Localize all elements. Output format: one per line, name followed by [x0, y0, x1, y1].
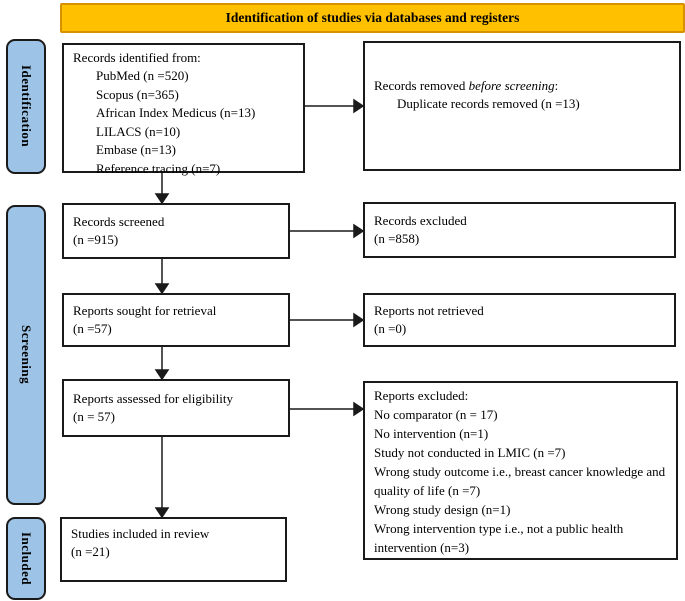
records-excluded-title: Records excluded — [374, 212, 467, 228]
records-removed-title-italic: before screening — [468, 78, 555, 93]
exclusion-not-lmic: Study not conducted in LMIC (n =7) — [374, 444, 566, 460]
arrow-screened-to-sought — [156, 259, 168, 293]
arrow-identified-to-removed — [305, 100, 363, 112]
records-removed-title-prefix: Records removed — [374, 78, 469, 93]
box-records-excluded — [363, 202, 676, 258]
stage-identification-text: Identification — [19, 65, 34, 148]
banner-identification-via-databases — [60, 3, 685, 33]
records-screened-count: (n =915) — [73, 232, 119, 247]
reports-not-retrieved-title: Reports not retrieved — [374, 302, 484, 318]
exclusion-wrong-intervention-type: Wrong intervention type i.e., not a public health intervention (n=3) — [374, 520, 624, 555]
exclusion-wrong-outcome: Wrong study outcome i.e., breast cancer knowledge and quality of life (n =7) — [374, 463, 666, 498]
reports-assessed-title: Reports assessed for eligibility — [73, 390, 233, 406]
duplicates-removed: Duplicate records removed (n =13) — [397, 96, 580, 112]
box-reports-assessed — [62, 379, 290, 437]
studies-included-title: Studies included in review — [71, 526, 210, 541]
source-african-index: African Index Medicus (n=13) — [96, 105, 256, 121]
exclusion-no-comparator: No comparator (n = 17) — [374, 406, 498, 422]
arrow-sought-to-not-retrieved — [290, 314, 363, 326]
records-excluded-count: (n =858) — [374, 231, 420, 246]
stage-screening-text: Screening — [19, 325, 34, 385]
stage-label-identification — [6, 39, 46, 174]
arrow-assessed-to-reports-excluded — [290, 403, 363, 415]
reports-not-retrieved-count: (n =0) — [374, 321, 407, 336]
box-studies-included — [60, 517, 287, 582]
box-reports-sought — [62, 293, 290, 347]
box-records-screened — [62, 203, 290, 259]
source-pubmed: PubMed (n =520) — [96, 68, 189, 84]
records-removed-title — [374, 77, 671, 95]
stage-included-text: Included — [19, 531, 34, 586]
banner-label: Identification of studies via databases and registers — [225, 10, 520, 25]
box-reports-not-retrieved — [363, 293, 676, 347]
box-reports-excluded — [363, 381, 678, 560]
exclusion-wrong-design: Wrong study design (n=1) — [374, 501, 511, 517]
stage-label-screening — [6, 205, 46, 505]
source-scopus: Scopus (n=365) — [96, 86, 179, 102]
records-identified-title: Records identified from: — [73, 50, 201, 65]
arrow-sought-to-assessed — [156, 347, 168, 379]
exclusion-no-intervention: No intervention (n=1) — [374, 425, 489, 441]
box-records-identified — [62, 43, 305, 176]
box-records-removed — [363, 41, 681, 171]
records-screened-title: Records screened — [73, 213, 165, 229]
stage-label-included — [6, 517, 46, 600]
reports-assessed-count: (n = 57) — [73, 409, 115, 424]
studies-included-count: (n =21) — [71, 544, 110, 560]
reports-excluded-title: Reports excluded: — [374, 388, 469, 403]
source-lilacs: LILACS (n=10) — [96, 123, 181, 139]
arrow-assessed-to-included — [156, 437, 168, 517]
reports-sought-count: (n =57) — [73, 321, 112, 336]
reports-sought-title: Reports sought for retrieval — [73, 302, 217, 318]
source-reference-tracing: Reference tracing (n=7) — [96, 160, 221, 176]
source-embase: Embase (n=13) — [96, 142, 176, 158]
records-removed-title-suffix: : — [554, 78, 559, 93]
arrow-screened-to-excluded — [290, 225, 363, 237]
